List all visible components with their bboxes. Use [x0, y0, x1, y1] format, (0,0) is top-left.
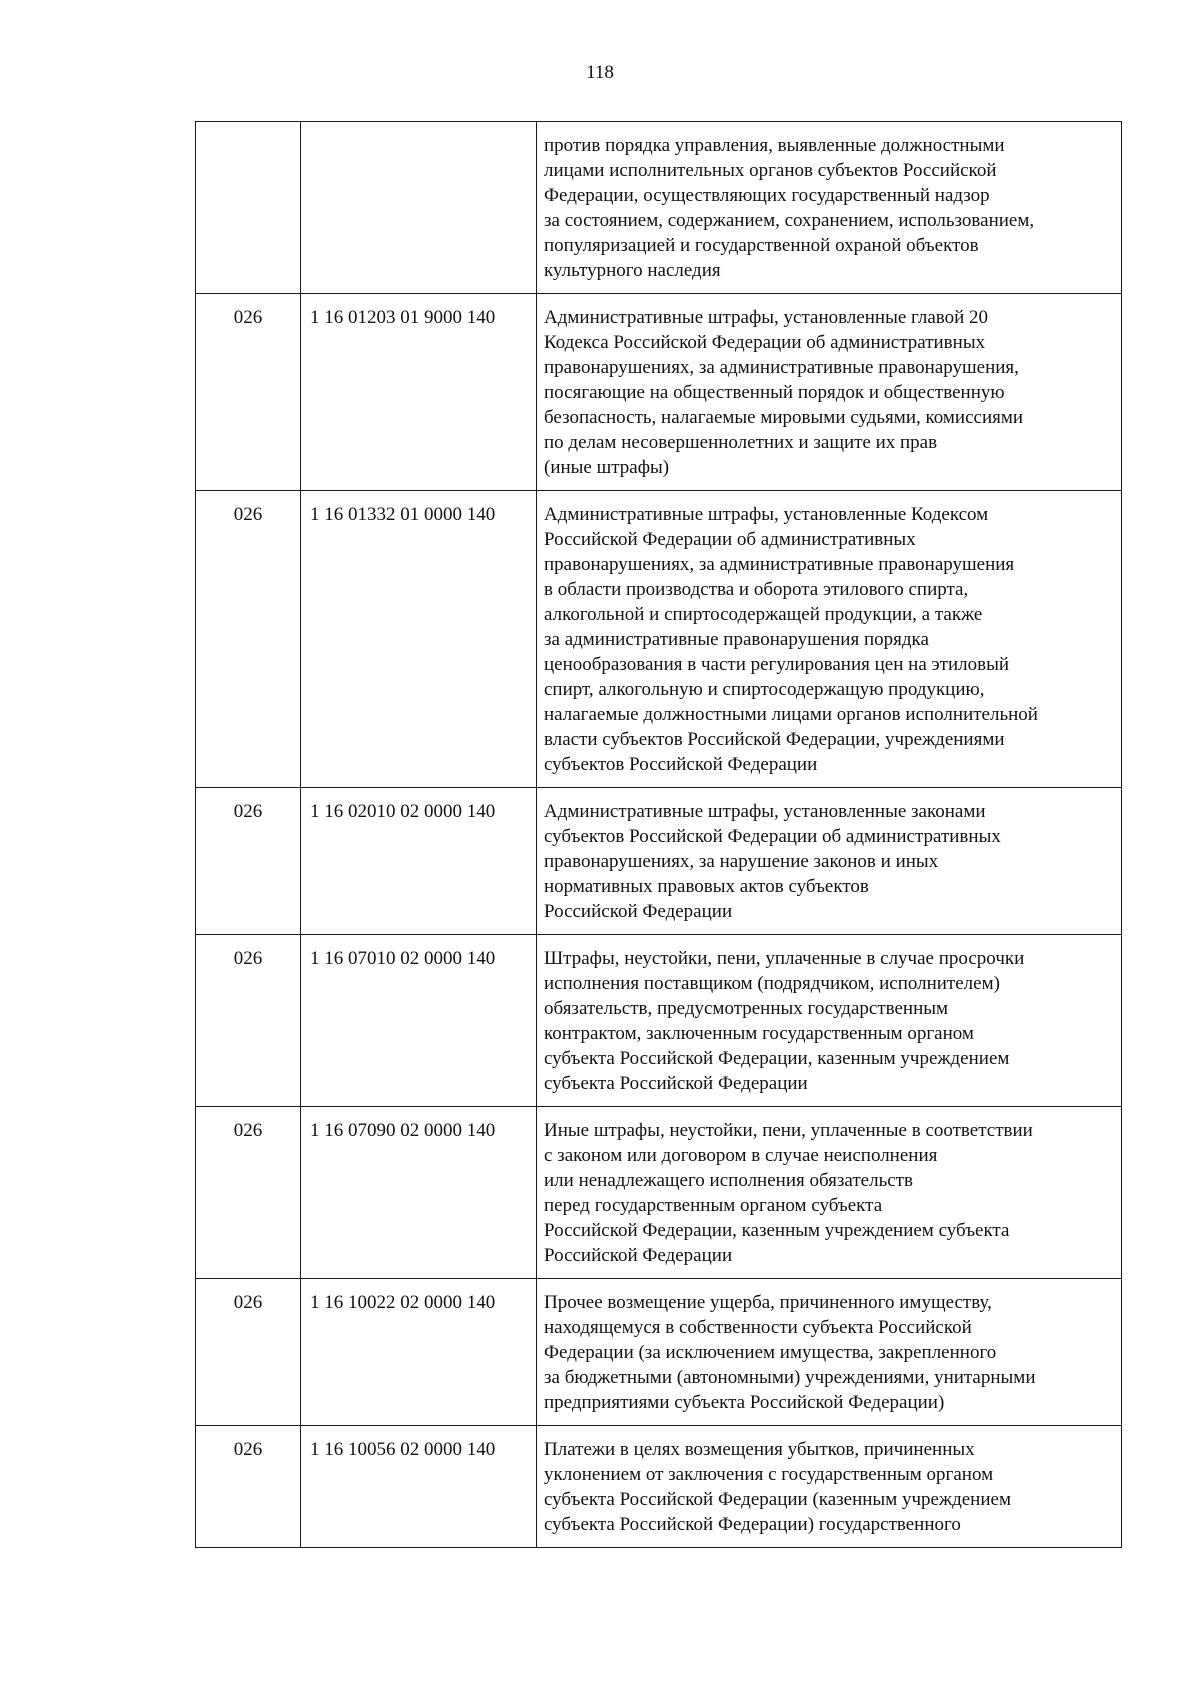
description-line: налагаемые должностными лицами органов исполнительной: [544, 704, 1038, 725]
page-number: 118: [586, 62, 614, 83]
description-line: субъекта Российской Федерации) государственного: [544, 1514, 961, 1535]
description-line: за состоянием, содержанием, сохранением, использованием,: [544, 210, 1035, 231]
admin-code-cell: 026: [196, 1279, 301, 1426]
table-row: [196, 122, 1122, 294]
description-line: ценообразования в части регулирования цен на этиловый: [544, 654, 1010, 675]
budget-code-cell: 1 16 07010 02 0000 140: [301, 935, 537, 1107]
description-cell: [537, 935, 1122, 1107]
table-row: [196, 788, 1122, 935]
table-row: [196, 1279, 1122, 1426]
table-row: [196, 294, 1122, 491]
table-body: [196, 122, 1122, 1548]
description-line: субъекта Российской Федерации (казенным учреждением: [544, 1489, 1011, 1510]
admin-code-cell: 026: [196, 294, 301, 491]
budget-code-cell: 1 16 01332 01 0000 140: [301, 491, 537, 788]
description-line: нормативных правовых актов субъектов: [544, 876, 869, 897]
description-line: или ненадлежащего исполнения обязательств: [544, 1170, 913, 1191]
description-line: Административные штрафы, установленные законами: [544, 801, 986, 822]
description-line: перед государственным органом субъекта: [544, 1195, 883, 1216]
description-line: Кодекса Российской Федерации об административных: [544, 332, 986, 353]
description-line: за бюджетными (автономными) учреждениями, унитарными: [544, 1367, 1036, 1388]
budget-code-cell: 1 16 10056 02 0000 140: [301, 1426, 537, 1548]
description-line: Штрафы, неустойки, пени, уплаченные в случае просрочки: [544, 948, 1025, 969]
admin-code-cell: [196, 122, 301, 294]
admin-code-cell: 026: [196, 788, 301, 935]
table-row: [196, 1426, 1122, 1548]
description-line: обязательств, предусмотренных государственным: [544, 998, 949, 1019]
description-line: субъектов Российской Федерации: [544, 754, 818, 775]
description-line: Федерации, осуществляющих государственный надзор: [544, 185, 990, 206]
description-line: по делам несовершеннолетних и защите их прав: [544, 432, 938, 453]
description-line: Административные штрафы, установленные Кодексом: [544, 504, 989, 525]
budget-classification-table: [195, 121, 1122, 1548]
description-line: спирт, алкогольную и спиртосодержащую продукцию,: [544, 679, 985, 700]
description-cell: [537, 491, 1122, 788]
description-line: правонарушениях, за административные правонарушения: [544, 554, 1015, 575]
description-line: субъекта Российской Федерации: [544, 1073, 808, 1094]
description-line: субъекта Российской Федерации, казенным учреждением: [544, 1048, 1010, 1069]
description-line: исполнения поставщиком (подрядчиком, исполнителем): [544, 973, 1000, 994]
description-cell: [537, 1426, 1122, 1548]
description-line: субъектов Российской Федерации об административных: [544, 826, 1001, 847]
budget-code-cell: 1 16 01203 01 9000 140: [301, 294, 537, 491]
description-line: находящемуся в собственности субъекта Российской: [544, 1317, 972, 1338]
admin-code-cell: 026: [196, 1107, 301, 1279]
budget-code-cell: [301, 122, 537, 294]
description-line: предприятиями субъекта Российской Федерации): [544, 1392, 945, 1413]
table-row: [196, 935, 1122, 1107]
description-line: с законом или договором в случае неисполнения: [544, 1145, 938, 1166]
admin-code-cell: 026: [196, 491, 301, 788]
description-line: Платежи в целях возмещения убытков, причиненных: [544, 1439, 975, 1460]
description-line: Российской Федерации: [544, 1245, 733, 1266]
admin-code-cell: 026: [196, 1426, 301, 1548]
description-line: правонарушениях, за административные правонарушения,: [544, 357, 1019, 378]
description-line: популяризацией и государственной охраной объектов: [544, 235, 979, 256]
description-line: уклонением от заключения с государственным органом: [544, 1464, 994, 1485]
description-line: Прочее возмещение ущерба, причиненного имуществу,: [544, 1292, 992, 1313]
budget-code-cell: 1 16 02010 02 0000 140: [301, 788, 537, 935]
admin-code-cell: 026: [196, 935, 301, 1107]
description-cell: [537, 1279, 1122, 1426]
description-line: Российской Федерации, казенным учреждением субъекта: [544, 1220, 1010, 1241]
description-cell: [537, 294, 1122, 491]
budget-code-cell: 1 16 10022 02 0000 140: [301, 1279, 537, 1426]
description-line: безопасность, налагаемые мировыми судьями, комиссиями: [544, 407, 1024, 428]
description-line: лицами исполнительных органов субъектов Российской: [544, 160, 997, 181]
description-cell: [537, 122, 1122, 294]
table-row: [196, 491, 1122, 788]
description-line: Административные штрафы, установленные главой 20: [544, 307, 989, 328]
description-line: культурного наследия: [544, 260, 721, 281]
description-line: Российской Федерации об административных: [544, 529, 916, 550]
description-line: Федерации (за исключением имущества, закрепленного: [544, 1342, 997, 1363]
description-line: посягающие на общественный порядок и общественную: [544, 382, 1005, 403]
description-line: власти субъектов Российской Федерации, учреждениями: [544, 729, 1005, 750]
table-row: [196, 1107, 1122, 1279]
description-cell: [537, 788, 1122, 935]
budget-code-cell: 1 16 07090 02 0000 140: [301, 1107, 537, 1279]
description-line: (иные штрафы): [544, 457, 670, 478]
description-cell: [537, 1107, 1122, 1279]
description-line: в области производства и оборота этилового спирта,: [544, 579, 969, 600]
description-line: Российской Федерации: [544, 901, 733, 922]
description-line: правонарушениях, за нарушение законов и иных: [544, 851, 939, 872]
description-line: против порядка управления, выявленные должностными: [544, 135, 1005, 156]
description-line: алкогольной и спиртосодержащей продукции, а также: [544, 604, 983, 625]
description-line: контрактом, заключенным государственным органом: [544, 1023, 974, 1044]
description-line: Иные штрафы, неустойки, пени, уплаченные в соответствии: [544, 1120, 1033, 1141]
description-line: за административные правонарушения порядка: [544, 629, 929, 650]
